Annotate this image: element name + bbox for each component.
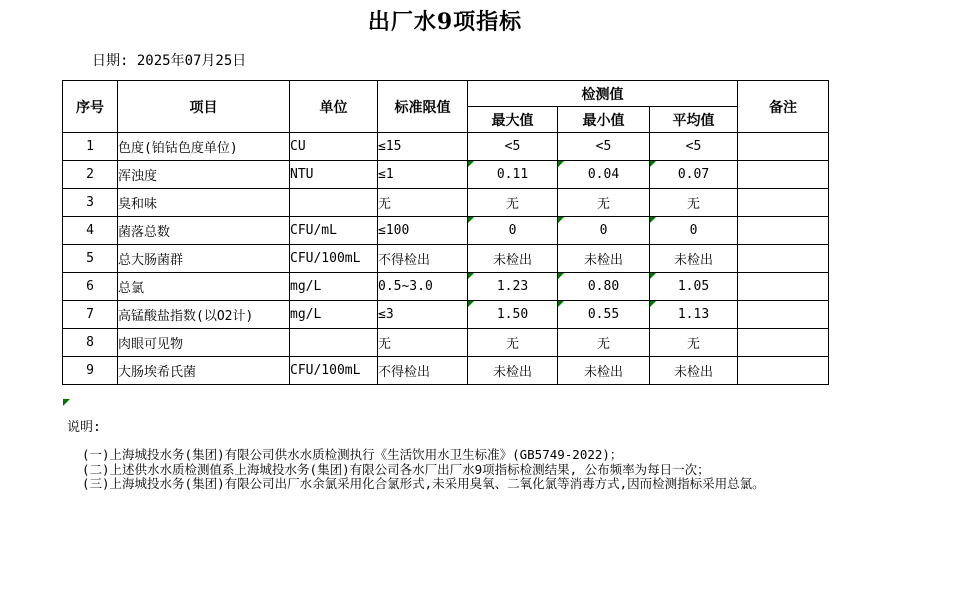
- cell-min: 0: [558, 217, 650, 245]
- notes-label: 说明:: [67, 420, 101, 435]
- cell-no: 2: [63, 161, 118, 189]
- cell-unit: mg/L: [290, 301, 378, 329]
- note-line: (一)上海城投水务(集团)有限公司供水水质检测执行《生活饮用水卫生标准》(GB5749-2022)；: [82, 447, 623, 462]
- cell-remark: [738, 329, 829, 357]
- table-row: [63, 329, 829, 357]
- cell-unit: mg/L: [290, 273, 378, 301]
- table-row: [63, 245, 829, 273]
- cell-min: 未检出: [558, 357, 650, 385]
- cell-limit: ≤15: [378, 133, 468, 161]
- cell-limit: 不得检出: [378, 357, 468, 385]
- cell-no: 7: [63, 301, 118, 329]
- cell-no: 1: [63, 133, 118, 161]
- cell-limit: 0.5~3.0: [378, 273, 468, 301]
- excel-flag-icon: [558, 217, 564, 223]
- excel-flag-icon: [558, 301, 564, 307]
- cell-max: <5: [468, 133, 558, 161]
- cell-item: 总氯: [118, 273, 290, 301]
- excel-flag-icon: [468, 161, 474, 167]
- cell-remark: [738, 217, 829, 245]
- cell-remark: [738, 357, 829, 385]
- cell-item: 菌落总数: [118, 217, 290, 245]
- cell-no: 9: [63, 357, 118, 385]
- cell-remark: [738, 133, 829, 161]
- cell-no: 5: [63, 245, 118, 273]
- cell-remark: [738, 189, 829, 217]
- excel-flag-icon: [558, 273, 564, 279]
- cell-limit: ≤3: [378, 301, 468, 329]
- cell-unit: [290, 189, 378, 217]
- excel-flag-icon: [650, 273, 656, 279]
- cell-limit: 无: [378, 329, 468, 357]
- cell-item: 色度(铂钴色度单位): [118, 133, 290, 161]
- cell-max: 1.50: [468, 301, 558, 329]
- table-row: [63, 357, 829, 385]
- cell-limit: ≤1: [378, 161, 468, 189]
- cell-no: 8: [63, 329, 118, 357]
- table-row: [63, 301, 829, 329]
- cell-remark: [738, 245, 829, 273]
- notes-block: [82, 448, 765, 492]
- col-header-no: 序号: [63, 81, 118, 133]
- excel-flag-icon: [650, 217, 656, 223]
- cell-min: <5: [558, 133, 650, 161]
- cell-remark: [738, 301, 829, 329]
- col-header-min: 最小值: [558, 107, 650, 133]
- cell-min: 0.55: [558, 301, 650, 329]
- table-row: [63, 189, 829, 217]
- cell-no: 4: [63, 217, 118, 245]
- cell-max: 0.11: [468, 161, 558, 189]
- cell-max: 1.23: [468, 273, 558, 301]
- excel-flag-icon: [468, 217, 474, 223]
- col-header-remark: 备注: [738, 81, 829, 133]
- excel-flag-icon: [558, 161, 564, 167]
- col-header-unit: 单位: [290, 81, 378, 133]
- cell-remark: [738, 161, 829, 189]
- cell-min: 未检出: [558, 245, 650, 273]
- cell-avg: 未检出: [650, 357, 738, 385]
- cell-no: 3: [63, 189, 118, 217]
- cell-max: 0: [468, 217, 558, 245]
- page-title: 出厂水9项指标: [367, 9, 523, 35]
- cell-max: 未检出: [468, 357, 558, 385]
- cell-item: 肉眼可见物: [118, 329, 290, 357]
- cell-avg: 未检出: [650, 245, 738, 273]
- cell-avg: 0.07: [650, 161, 738, 189]
- cell-max: 无: [468, 329, 558, 357]
- cell-min: 无: [558, 329, 650, 357]
- table-row: [63, 133, 829, 161]
- excel-flag-icon: [63, 399, 70, 406]
- cell-unit: CFU/100mL: [290, 357, 378, 385]
- cell-limit: 无: [378, 189, 468, 217]
- cell-unit: [290, 329, 378, 357]
- table-row: [63, 217, 829, 245]
- cell-unit: CU: [290, 133, 378, 161]
- note-line: (二)上述供水水质检测值系上海城投水务(集团)有限公司各水厂出厂水9项指标检测结果, 公布频率为每日一次；: [82, 461, 710, 477]
- cell-max: 无: [468, 189, 558, 217]
- excel-flag-icon: [468, 301, 474, 307]
- cell-limit: ≤100: [378, 217, 468, 245]
- cell-avg: 1.13: [650, 301, 738, 329]
- excel-flag-icon: [650, 301, 656, 307]
- cell-item: 臭和味: [118, 189, 290, 217]
- col-header-limit: 标准限值: [378, 81, 468, 133]
- cell-avg: 0: [650, 217, 738, 245]
- cell-item: 总大肠菌群: [118, 245, 290, 273]
- cell-item: 浑浊度: [118, 161, 290, 189]
- note-line: (三)上海城投水务(集团)有限公司出厂水余氯采用化合氯形式,未采用臭氧、二氧化氯等消毒方式,因而检测指标采用总氯。: [82, 476, 765, 492]
- cell-avg: 无: [650, 189, 738, 217]
- cell-avg: <5: [650, 133, 738, 161]
- col-header-max: 最大值: [468, 107, 558, 133]
- cell-unit: CFU/100mL: [290, 245, 378, 273]
- cell-min: 0.04: [558, 161, 650, 189]
- cell-avg: 无: [650, 329, 738, 357]
- col-header-detection-group: 检测值: [468, 81, 738, 107]
- indicators-table: [62, 80, 829, 385]
- table-row: [63, 161, 829, 189]
- cell-remark: [738, 273, 829, 301]
- cell-no: 6: [63, 273, 118, 301]
- col-header-avg: 平均值: [650, 107, 738, 133]
- excel-flag-icon: [650, 161, 656, 167]
- cell-unit: CFU/mL: [290, 217, 378, 245]
- report-date: 日期: 2025年07月25日: [92, 53, 247, 69]
- cell-limit: 不得检出: [378, 245, 468, 273]
- col-header-item: 项目: [118, 81, 290, 133]
- cell-unit: NTU: [290, 161, 378, 189]
- cell-max: 未检出: [468, 245, 558, 273]
- cell-min: 无: [558, 189, 650, 217]
- cell-item: 大肠埃希氏菌: [118, 357, 290, 385]
- cell-min: 0.80: [558, 273, 650, 301]
- cell-item: 高锰酸盐指数(以O2计): [118, 301, 290, 329]
- table-row: [63, 273, 829, 301]
- excel-flag-icon: [468, 273, 474, 279]
- table-header-row-1: [63, 81, 829, 107]
- cell-avg: 1.05: [650, 273, 738, 301]
